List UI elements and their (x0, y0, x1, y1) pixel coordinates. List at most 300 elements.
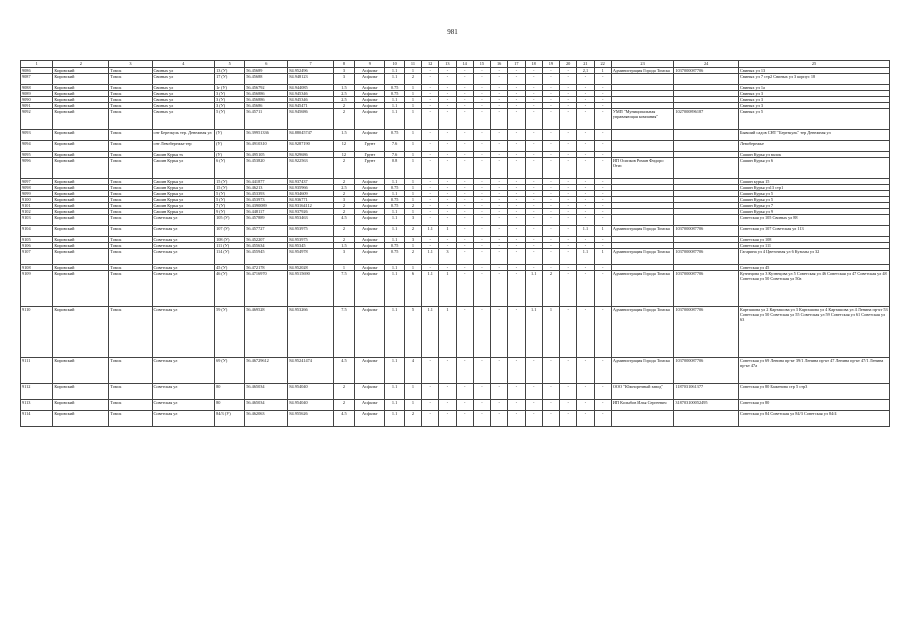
table-cell: - (577, 243, 594, 249)
table-cell: - (560, 265, 577, 271)
table-cell: Советская ул (152, 243, 215, 249)
table-cell: - (456, 191, 473, 197)
table-cell: - (508, 185, 525, 191)
table-cell: - (560, 384, 577, 400)
table-cell: - (422, 97, 439, 103)
table-cell: 9110 (21, 307, 53, 358)
table-cell: - (560, 400, 577, 411)
table-cell: - (542, 243, 559, 249)
table-cell: 111 (У) (215, 243, 245, 249)
table-cell: 1027000896187 (674, 109, 739, 130)
table-cell: - (456, 358, 473, 384)
table-cell: - (560, 74, 577, 85)
table-cell: 2.5 (333, 97, 355, 103)
table-cell: 7.6 (385, 141, 404, 152)
table-cell: Администрация Города Томска (611, 68, 674, 74)
table-cell: - (594, 141, 611, 152)
table-cell: - (456, 265, 473, 271)
table-cell: Томск (109, 203, 152, 209)
table-cell: - (439, 197, 456, 203)
table-cell: - (594, 307, 611, 358)
table-cell: - (508, 74, 525, 85)
table-cell: 84.922563 (288, 158, 333, 179)
table-cell: 9111 (21, 358, 53, 384)
table-cell: 84.95241474 (288, 358, 333, 384)
table-cell: - (439, 158, 456, 179)
header-row (21, 61, 890, 68)
table-cell: 0.75 (385, 203, 404, 209)
table-cell: 3 (У) (215, 103, 245, 109)
page-number: 981 (447, 28, 458, 36)
table-cell: - (491, 68, 508, 74)
table-cell: 2 (542, 271, 559, 307)
table-cell: 84.945686 (288, 109, 333, 130)
table-cell: - (439, 265, 456, 271)
table-cell: - (491, 249, 508, 265)
table-cell: - (594, 203, 611, 209)
table-cell: 9099 (21, 191, 53, 197)
table-cell: 1.1 (385, 68, 404, 74)
table-cell: 9086 (21, 68, 53, 74)
table-cell: 2 (333, 158, 355, 179)
table-cell: - (542, 109, 559, 130)
table-cell: 56.455945 (245, 249, 288, 265)
table-cell: - (422, 243, 439, 249)
table-cell: - (422, 130, 439, 141)
table-cell: - (542, 226, 559, 237)
table-cell: - (456, 158, 473, 179)
table-cell: 1.1 (577, 226, 594, 237)
table-cell: Грунт (355, 152, 385, 158)
table-cell: Томск (109, 265, 152, 271)
table-cell: Сашин курья 15 (739, 179, 890, 185)
table-cell: 56.45711 (245, 109, 288, 130)
table-cell: Асфальт (355, 185, 385, 191)
table-cell: 84.954978 (288, 249, 333, 265)
table-cell: - (577, 179, 594, 185)
table-cell: (У) (215, 141, 245, 152)
table-cell: - (560, 191, 577, 197)
table-cell: - (594, 243, 611, 249)
table-cell: 56.495105 (245, 152, 288, 158)
table-cell: Асфальт (355, 209, 385, 215)
column-header: 6 (245, 61, 288, 68)
table-cell: Томск (109, 384, 152, 400)
table-cell: 84.953266 (288, 307, 333, 358)
table-cell: - (560, 130, 577, 141)
data-table (20, 60, 890, 427)
table-cell: - (508, 179, 525, 185)
table-cell: 1.1 (385, 265, 404, 271)
table-cell: - (542, 203, 559, 209)
table-cell: - (439, 400, 456, 411)
table-cell: 1.1 (385, 384, 404, 400)
table-cell: Томск (109, 74, 152, 85)
table-cell: - (508, 97, 525, 103)
table-cell: 1.1 (385, 179, 404, 185)
table-cell: 7.5 (333, 307, 355, 358)
table-cell: - (542, 237, 559, 243)
table-cell: Томск (109, 97, 152, 103)
table-cell: 1 (542, 307, 559, 358)
table-cell: 9106 (21, 243, 53, 249)
table-cell: - (560, 215, 577, 226)
table-cell: 56.456886 (245, 91, 288, 97)
table-cell: - (542, 358, 559, 384)
table-cell: - (439, 152, 456, 158)
table-cell: 1 (439, 226, 456, 237)
table-cell: - (456, 109, 473, 130)
table-cell: Сашин Курья ул 7 (739, 203, 890, 209)
table-cell: - (491, 158, 508, 179)
table-cell: 1 (404, 91, 421, 97)
table-cell: - (456, 271, 473, 307)
table-cell: - (491, 103, 508, 109)
table-cell: Свиных ул 3 (739, 103, 890, 109)
table-cell: - (577, 191, 594, 197)
table-cell: 2 (404, 74, 421, 85)
table-cell: 84.945346 (288, 97, 333, 103)
table-cell: - (439, 109, 456, 130)
table-cell: - (456, 226, 473, 237)
table-cell: - (422, 179, 439, 185)
table-cell: - (508, 152, 525, 158)
table-cell: - (525, 109, 542, 130)
table-cell: - (594, 130, 611, 141)
table-cell: Асфальт (355, 411, 385, 427)
table-cell: - (525, 185, 542, 191)
table-cell: - (456, 179, 473, 185)
table-cell: - (577, 271, 594, 307)
table-cell: - (473, 215, 490, 226)
table-cell: 17 (У) (215, 74, 245, 85)
table-cell: 1037000087706 (674, 271, 739, 307)
table-cell: - (560, 243, 577, 249)
table-cell: - (542, 411, 559, 427)
table-cell: Кировский (53, 68, 109, 74)
table-cell: Грунт (355, 158, 385, 179)
table-cell: 108 (У) (215, 237, 245, 243)
table-cell: 9100 (21, 197, 53, 203)
table-cell: - (491, 271, 508, 307)
table-cell: - (525, 249, 542, 265)
table-cell: - (473, 249, 490, 265)
table-row (21, 400, 890, 411)
table-cell: 84.952028 (288, 265, 333, 271)
table-cell: 1 (404, 158, 421, 179)
table-cell: 1.1 (422, 271, 439, 307)
table-cell: 9096 (21, 158, 53, 179)
table-row (21, 130, 890, 141)
table-cell: Свиных ул (152, 97, 215, 103)
table-cell: 9105 (21, 237, 53, 243)
column-header: 5 (215, 61, 245, 68)
table-cell: - (422, 209, 439, 215)
table-cell: Свиных ул 7 стр2 Свиных ул 3 корпус 18 (739, 74, 890, 85)
table-cell: Асфальт (355, 237, 385, 243)
table-cell: Кировский (53, 85, 109, 91)
table-cell: - (542, 158, 559, 179)
column-header: 25 (739, 61, 890, 68)
table-cell: - (422, 358, 439, 384)
table-cell: Советская ул 80 Баженова стр 5 стр3 (739, 384, 890, 400)
table-cell: 1.1 (385, 400, 404, 411)
table-cell: 9090 (21, 97, 53, 103)
table-cell: - (594, 215, 611, 226)
table-cell: 1 (404, 85, 421, 91)
table-cell (674, 74, 739, 85)
table-cell: - (577, 158, 594, 179)
table-cell: - (577, 265, 594, 271)
table-cell: - (422, 109, 439, 130)
table-cell: - (525, 152, 542, 158)
table-cell: - (542, 185, 559, 191)
table-cell: - (577, 185, 594, 191)
table-cell: Советская ул 105 Свиных ул 88 (739, 215, 890, 226)
table-cell: - (542, 97, 559, 103)
table-cell: - (473, 265, 490, 271)
table-cell: Администрация Города Томска (611, 307, 674, 358)
table-cell: - (422, 91, 439, 97)
table-cell: - (439, 384, 456, 400)
table-cell: Асфальт (355, 358, 385, 384)
table-cell: - (525, 130, 542, 141)
table-cell: Асфальт (355, 74, 385, 85)
table-cell: - (473, 384, 490, 400)
table-cell: - (439, 68, 456, 74)
table-cell: 1.5 (333, 85, 355, 91)
table-cell: - (525, 158, 542, 179)
table-cell: 2 (333, 384, 355, 400)
table-cell: - (508, 358, 525, 384)
table-cell: Кировский (53, 185, 109, 191)
table-cell: 84.935966 (288, 185, 333, 191)
table-cell: 56.4716970 (245, 271, 288, 307)
table-cell: 9112 (21, 384, 53, 400)
table-cell: - (594, 384, 611, 400)
table-cell: 9107 (21, 249, 53, 265)
table-cell: Томск (109, 226, 152, 237)
table-cell: Советская ул (152, 271, 215, 307)
table-cell: 7.6 (385, 152, 404, 158)
table-cell: 56.45686 (245, 103, 288, 109)
table-cell: Кировский (53, 265, 109, 271)
table-row (21, 158, 890, 179)
table-cell: - (594, 152, 611, 158)
table-cell: Сашин Курья ул 9 (739, 209, 890, 215)
table-cell: - (473, 243, 490, 249)
table-cell: 84.95345 (288, 243, 333, 249)
table-cell: - (525, 203, 542, 209)
table-cell: - (422, 384, 439, 400)
table-cell: 3 (333, 249, 355, 265)
table-cell: 84.936771 (288, 197, 333, 203)
table-cell: Советская ул (152, 215, 215, 226)
table-cell: УМП "Муниципальная управляющая компания" (611, 109, 674, 130)
table-cell: Сашин Курья ул 6 (739, 158, 890, 179)
table-cell: - (473, 411, 490, 427)
table-cell: 2 (404, 203, 421, 209)
table-cell: Кировский (53, 109, 109, 130)
table-cell: Асфальт (355, 400, 385, 411)
table-cell: Сашин Курья ул13 стр1 (739, 185, 890, 191)
table-cell: - (473, 358, 490, 384)
table-cell: Томск (109, 179, 152, 185)
table-cell: 56.457889 (245, 215, 288, 226)
table-cell: 0.75 (385, 243, 404, 249)
table-cell: - (560, 97, 577, 103)
table-cell: 1037000087706 (674, 358, 739, 384)
table-cell: - (456, 68, 473, 74)
table-cell: - (439, 103, 456, 109)
table-cell: - (508, 243, 525, 249)
table-cell: 56.465034 (245, 400, 288, 411)
table-cell: Советская ул 45 (739, 265, 890, 271)
table-cell: 80 (215, 400, 245, 411)
table-cell: 56.456792 (245, 85, 288, 91)
table-cell: - (560, 249, 577, 265)
table-cell: - (577, 85, 594, 91)
table-cell: - (473, 68, 490, 74)
table-cell: - (577, 130, 594, 141)
table-cell: Администрация Города Томска (611, 249, 674, 265)
table-cell (674, 215, 739, 226)
table-cell: Томск (109, 85, 152, 91)
table-cell: - (560, 185, 577, 191)
table-cell: - (422, 158, 439, 179)
table-cell: Асфальт (355, 197, 385, 203)
table-cell: - (560, 85, 577, 91)
table-cell: - (491, 74, 508, 85)
table-cell: 3 (У) (215, 97, 245, 103)
table-cell: Асфальт (355, 271, 385, 307)
table-cell: Асфальт (355, 97, 385, 103)
table-cell: Кировский (53, 103, 109, 109)
table-cell: 59 (У) (215, 307, 245, 358)
table-cell: Кировский (53, 400, 109, 411)
table-cell: Кировский (53, 158, 109, 179)
table-cell: 5 (У) (215, 109, 245, 130)
table-cell: 9103 (21, 215, 53, 226)
table-cell: - (577, 307, 594, 358)
table-cell: снт Левобережье тер (152, 141, 215, 152)
table-cell: Сашин Курья ул (152, 179, 215, 185)
table-cell: Кировский (53, 197, 109, 203)
table-cell: Кировский (53, 237, 109, 243)
column-header: 24 (674, 61, 739, 68)
table-cell: 7 (У) (215, 203, 245, 209)
table-cell: 2.5 (333, 91, 355, 97)
table-cell: - (594, 358, 611, 384)
table-cell: - (525, 243, 542, 249)
table-cell (674, 141, 739, 152)
table-cell: - (456, 243, 473, 249)
table-cell: - (525, 265, 542, 271)
table-cell: 84.9515690 (288, 271, 333, 307)
table-cell: - (525, 197, 542, 203)
table-row (21, 307, 890, 358)
table-cell: 9113 (21, 400, 53, 411)
table-cell: - (473, 226, 490, 237)
table-cell: - (473, 191, 490, 197)
table-cell: 9114 (21, 411, 53, 427)
table-cell: 84.952496 (288, 68, 333, 74)
table-cell: 84.934609 (288, 191, 333, 197)
column-header: 7 (288, 61, 333, 68)
table-cell: Левобережье (739, 141, 890, 152)
table-cell: Томск (109, 141, 152, 152)
table-cell: Свиных ул (152, 68, 215, 74)
table-cell: - (491, 191, 508, 197)
table-cell: 2,1 (577, 68, 594, 74)
table-cell: Томск (109, 358, 152, 384)
table-cell: 2 (333, 191, 355, 197)
table-cell: Асфальт (355, 109, 385, 130)
table-cell: 84.953975 (288, 226, 333, 237)
table-cell: - (439, 209, 456, 215)
table-cell: Асфальт (355, 249, 385, 265)
table-cell: - (491, 226, 508, 237)
table-cell: 9095 (21, 152, 53, 158)
table-cell: - (508, 237, 525, 243)
table-cell: - (560, 307, 577, 358)
table-cell: - (577, 197, 594, 203)
table-cell: - (525, 237, 542, 243)
table-cell: 2 (333, 237, 355, 243)
table-cell: Кировский (53, 130, 109, 141)
table-cell: - (508, 158, 525, 179)
table-cell: 84.93164112 (288, 203, 333, 209)
table-cell: - (508, 109, 525, 130)
table-cell: Сашин Курья ул (152, 191, 215, 197)
table-cell: - (473, 74, 490, 85)
table-cell: - (491, 265, 508, 271)
table-cell: Томск (109, 197, 152, 203)
table-cell: 84.954040 (288, 400, 333, 411)
table-cell: Кировский (53, 226, 109, 237)
table-cell: Томск (109, 400, 152, 411)
table-cell: Советская ул (152, 358, 215, 384)
table-cell: Советская ул (152, 249, 215, 265)
table-cell: 4.5 (333, 411, 355, 427)
table-cell: 56.469528 (245, 307, 288, 358)
table-cell: - (456, 203, 473, 209)
table-cell: 1 (404, 197, 421, 203)
table-cell: 0.75 (385, 197, 404, 203)
column-header: 10 (385, 61, 404, 68)
table-cell (674, 130, 739, 141)
table-cell: Свиных ул 1а (739, 85, 890, 91)
table-cell: 1 (404, 209, 421, 215)
table-cell: - (560, 226, 577, 237)
table-cell: 1 (439, 271, 456, 307)
table-cell: - (491, 91, 508, 97)
table-cell: Асфальт (355, 203, 385, 209)
table-cell: ИП Осипков Роман Фидоро Отис (611, 158, 674, 179)
table-cell: - (473, 97, 490, 103)
table-cell: Томск (109, 185, 152, 191)
table-cell: 1 (404, 141, 421, 152)
table-cell: Кировский (53, 215, 109, 226)
table-cell: 3 (439, 249, 456, 265)
table-cell: 9102 (21, 209, 53, 215)
table-cell: - (594, 400, 611, 411)
table-cell: - (456, 197, 473, 203)
table-cell: 84.948123 (288, 74, 333, 85)
table-cell: Томск (109, 103, 152, 109)
table-cell: 56.45689 (245, 68, 288, 74)
table-cell: 56.441877 (245, 179, 288, 185)
